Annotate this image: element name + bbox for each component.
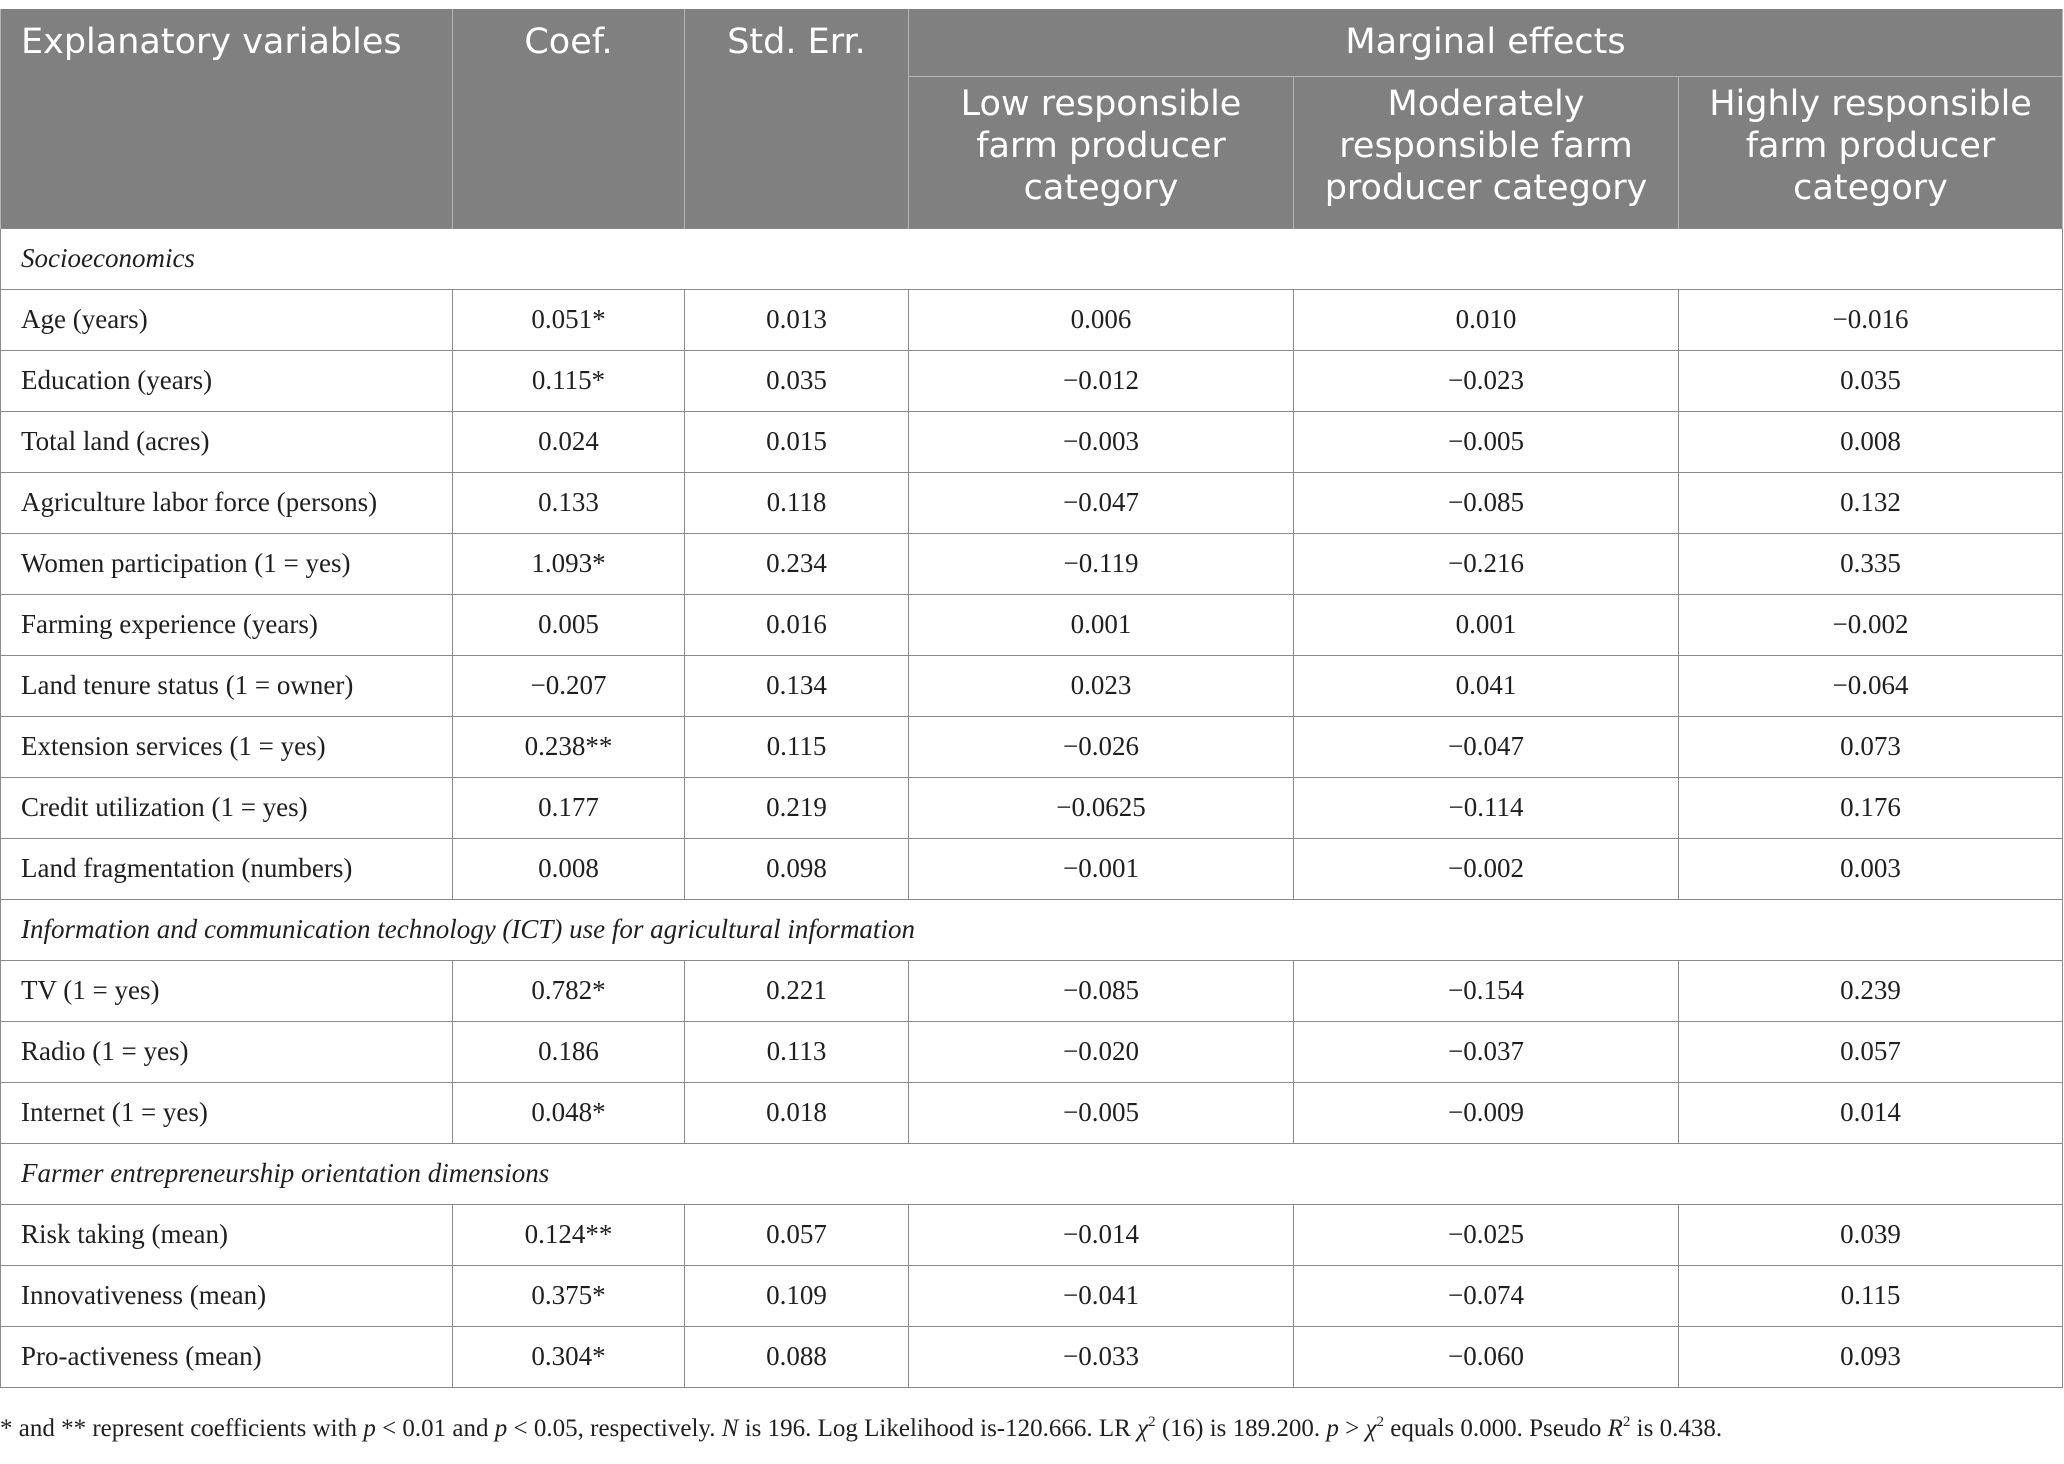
- cell-low-marginal: −0.012: [909, 350, 1294, 411]
- cell-high-marginal: −0.016: [1679, 289, 2063, 350]
- cell-high-marginal: 0.239: [1679, 960, 2063, 1021]
- cell-moderate-marginal: −0.114: [1294, 777, 1679, 838]
- header-row-1: [1, 9, 2063, 76]
- cell-low-marginal: −0.0625: [909, 777, 1294, 838]
- cell-std-err: 0.115: [685, 716, 909, 777]
- cell-low-marginal: −0.085: [909, 960, 1294, 1021]
- cell-variable: Age (years): [1, 289, 453, 350]
- header-coef: Coef.: [453, 9, 685, 228]
- table-body: [1, 228, 2063, 1387]
- cell-high-marginal: 0.035: [1679, 350, 2063, 411]
- header-explanatory-variables: Explanatory variables: [1, 9, 453, 228]
- cell-variable: Total land (acres): [1, 411, 453, 472]
- cell-coef: 0.115*: [453, 350, 685, 411]
- cell-moderate-marginal: 0.010: [1294, 289, 1679, 350]
- header-low-responsible: Low responsible farm producer category: [909, 76, 1294, 228]
- cell-coef: 0.024: [453, 411, 685, 472]
- cell-high-marginal: 0.003: [1679, 838, 2063, 899]
- cell-moderate-marginal: −0.047: [1294, 716, 1679, 777]
- cell-std-err: 0.118: [685, 472, 909, 533]
- cell-std-err: 0.016: [685, 594, 909, 655]
- cell-std-err: 0.221: [685, 960, 909, 1021]
- cell-std-err: 0.219: [685, 777, 909, 838]
- cell-high-marginal: 0.014: [1679, 1082, 2063, 1143]
- cell-coef: 0.238**: [453, 716, 685, 777]
- table-row: [1, 960, 2063, 1021]
- cell-moderate-marginal: −0.154: [1294, 960, 1679, 1021]
- cell-high-marginal: 0.176: [1679, 777, 2063, 838]
- cell-std-err: 0.057: [685, 1204, 909, 1265]
- table-row: [1, 594, 2063, 655]
- cell-coef: −0.207: [453, 655, 685, 716]
- section-row: [1, 899, 2063, 960]
- cell-moderate-marginal: −0.074: [1294, 1265, 1679, 1326]
- cell-low-marginal: 0.023: [909, 655, 1294, 716]
- cell-moderate-marginal: −0.023: [1294, 350, 1679, 411]
- table-row: [1, 1204, 2063, 1265]
- cell-variable: Extension services (1 = yes): [1, 716, 453, 777]
- cell-variable: Risk taking (mean): [1, 1204, 453, 1265]
- cell-coef: 1.093*: [453, 533, 685, 594]
- section-row: [1, 1143, 2063, 1204]
- table-header: [1, 9, 2063, 228]
- table-row: [1, 777, 2063, 838]
- cell-high-marginal: −0.064: [1679, 655, 2063, 716]
- cell-std-err: 0.035: [685, 350, 909, 411]
- cell-moderate-marginal: 0.041: [1294, 655, 1679, 716]
- cell-low-marginal: −0.014: [909, 1204, 1294, 1265]
- cell-variable: Innovativeness (mean): [1, 1265, 453, 1326]
- cell-moderate-marginal: −0.216: [1294, 533, 1679, 594]
- cell-std-err: 0.013: [685, 289, 909, 350]
- cell-coef: 0.008: [453, 838, 685, 899]
- cell-low-marginal: 0.001: [909, 594, 1294, 655]
- cell-std-err: 0.018: [685, 1082, 909, 1143]
- cell-high-marginal: 0.039: [1679, 1204, 2063, 1265]
- section-row: [1, 228, 2063, 289]
- table-row: [1, 838, 2063, 899]
- cell-variable: Radio (1 = yes): [1, 1021, 453, 1082]
- cell-std-err: 0.234: [685, 533, 909, 594]
- cell-low-marginal: −0.119: [909, 533, 1294, 594]
- cell-low-marginal: −0.047: [909, 472, 1294, 533]
- table-row: [1, 1021, 2063, 1082]
- cell-moderate-marginal: −0.085: [1294, 472, 1679, 533]
- results-table: [0, 9, 2063, 1388]
- cell-high-marginal: 0.008: [1679, 411, 2063, 472]
- table-row: [1, 350, 2063, 411]
- header-std-err: Std. Err.: [685, 9, 909, 228]
- section-title: Socioeconomics: [1, 228, 2063, 289]
- cell-variable: Land fragmentation (numbers): [1, 838, 453, 899]
- cell-coef: 0.782*: [453, 960, 685, 1021]
- cell-variable: Internet (1 = yes): [1, 1082, 453, 1143]
- cell-coef: 0.186: [453, 1021, 685, 1082]
- cell-high-marginal: 0.073: [1679, 716, 2063, 777]
- cell-low-marginal: −0.003: [909, 411, 1294, 472]
- cell-std-err: 0.109: [685, 1265, 909, 1326]
- cell-low-marginal: −0.041: [909, 1265, 1294, 1326]
- table-row: [1, 716, 2063, 777]
- table-row: [1, 472, 2063, 533]
- table-row: [1, 533, 2063, 594]
- cell-variable: Pro-activeness (mean): [1, 1326, 453, 1387]
- cell-high-marginal: 0.093: [1679, 1326, 2063, 1387]
- cell-coef: 0.375*: [453, 1265, 685, 1326]
- cell-moderate-marginal: −0.060: [1294, 1326, 1679, 1387]
- cell-variable: Land tenure status (1 = owner): [1, 655, 453, 716]
- cell-variable: Education (years): [1, 350, 453, 411]
- cell-high-marginal: 0.115: [1679, 1265, 2063, 1326]
- cell-coef: 0.304*: [453, 1326, 685, 1387]
- cell-moderate-marginal: −0.009: [1294, 1082, 1679, 1143]
- cell-moderate-marginal: 0.001: [1294, 594, 1679, 655]
- cell-coef: 0.124**: [453, 1204, 685, 1265]
- section-title: Farmer entrepreneurship orientation dimensions: [1, 1143, 2063, 1204]
- cell-coef: 0.048*: [453, 1082, 685, 1143]
- cell-variable: TV (1 = yes): [1, 960, 453, 1021]
- cell-low-marginal: −0.001: [909, 838, 1294, 899]
- cell-coef: 0.133: [453, 472, 685, 533]
- section-title: Information and communication technology (ICT) use for agricultural information: [1, 899, 2063, 960]
- cell-variable: Credit utilization (1 = yes): [1, 777, 453, 838]
- cell-moderate-marginal: −0.002: [1294, 838, 1679, 899]
- cell-std-err: 0.088: [685, 1326, 909, 1387]
- cell-moderate-marginal: −0.025: [1294, 1204, 1679, 1265]
- cell-std-err: 0.015: [685, 411, 909, 472]
- table-row: [1, 1265, 2063, 1326]
- header-marginal-effects: Marginal effects: [909, 9, 2063, 76]
- cell-high-marginal: 0.057: [1679, 1021, 2063, 1082]
- table-row: [1, 1082, 2063, 1143]
- header-moderately-responsible: Moderately responsible farm producer category: [1294, 76, 1679, 228]
- cell-moderate-marginal: −0.005: [1294, 411, 1679, 472]
- cell-coef: 0.005: [453, 594, 685, 655]
- cell-low-marginal: −0.005: [909, 1082, 1294, 1143]
- cell-coef: 0.177: [453, 777, 685, 838]
- table-footnote: * and ** represent coefficients with p < 0.01 and p < 0.05, respectively. N is 196. Log Likelihood is-120.666. LR $\chi^2$ (16) is 189.200. $p > \chi^2$ equals 0.000. Pseudo $R^2$ is 0.438.: [0, 1414, 1723, 1442]
- table-row: [1, 411, 2063, 472]
- table-row: [1, 289, 2063, 350]
- cell-moderate-marginal: −0.037: [1294, 1021, 1679, 1082]
- cell-low-marginal: −0.033: [909, 1326, 1294, 1387]
- cell-low-marginal: −0.026: [909, 716, 1294, 777]
- cell-high-marginal: −0.002: [1679, 594, 2063, 655]
- table-row: [1, 655, 2063, 716]
- cell-coef: 0.051*: [453, 289, 685, 350]
- header-highly-responsible: Highly responsible farm producer category: [1679, 76, 2063, 228]
- cell-std-err: 0.134: [685, 655, 909, 716]
- cell-variable: Agriculture labor force (persons): [1, 472, 453, 533]
- cell-std-err: 0.098: [685, 838, 909, 899]
- cell-std-err: 0.113: [685, 1021, 909, 1082]
- cell-variable: Farming experience (years): [1, 594, 453, 655]
- cell-low-marginal: −0.020: [909, 1021, 1294, 1082]
- table-row: [1, 1326, 2063, 1387]
- cell-high-marginal: 0.335: [1679, 533, 2063, 594]
- cell-variable: Women participation (1 = yes): [1, 533, 453, 594]
- cell-low-marginal: 0.006: [909, 289, 1294, 350]
- cell-high-marginal: 0.132: [1679, 472, 2063, 533]
